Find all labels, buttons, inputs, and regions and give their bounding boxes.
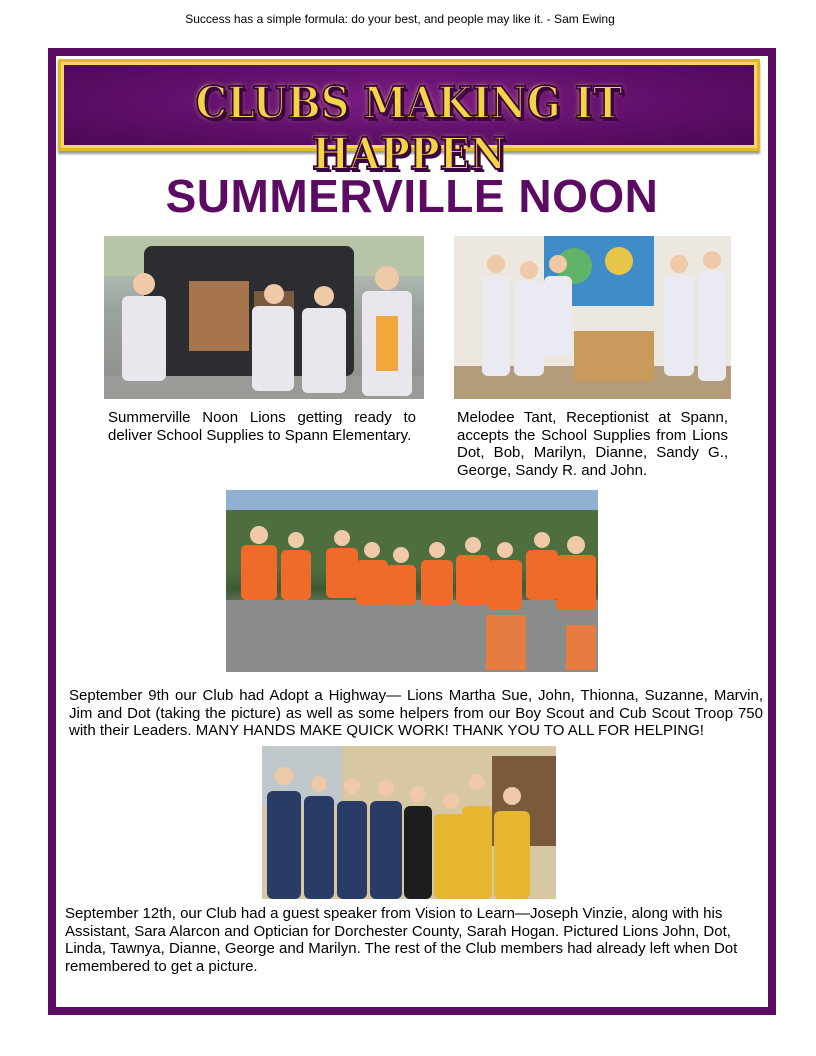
newsletter-frame [48,48,776,1015]
section-banner [58,59,760,180]
header-quote: Success has a simple formula: do your best, and people may like it. - Sam Ewing [185,12,615,26]
photo-school-scene [454,236,731,399]
photo-meeting-scene [262,746,556,899]
photo-van-scene [104,236,424,399]
photo-adopt-a-highway [226,490,598,672]
photo-caption-4: September 12th, our Club had a guest speaker from Vision to Learn—Joseph Vinzie, along with his Assistant, Sara Alarcon and Optician for Dorchester County, Sarah Hogan. Pictured Lions John, Dot, Linda, Tawnya, Dianne, George and Marilyn. The rest of the Club members had already left when Dot remembered to get a picture. [65,905,738,975]
photo-highway-scene [226,490,598,672]
club-title: SUMMERVILLE NOON [165,170,659,222]
photo-caption-1: Summerville Noon Lions getting ready to deliver School Supplies to Spann Elementary. [108,409,416,444]
photo-caption-3: September 9th our Club had Adopt a Highway— Lions Martha Sue, John, Thionna, Suzanne, Marvin, Jim and Dot (taking the picture) as well as some helpers from our Boy Scout and Cub Scout Troop 750 with their Leaders. MANY HANDS MAKE QUICK WORK! THANK YOU TO ALL FOR HELPING! [69,687,763,739]
photo-caption-2: Melodee Tant, Receptionist at Spann, accepts the School Supplies from Lions Dot, Bob, Marilyn, Dianne, Sandy G., George, Sandy R. and John. [457,409,728,479]
banner-title: CLUBS MAKING IT HAPPEN [195,78,623,180]
photo-guest-speaker [262,746,556,899]
photo-van-loading [104,236,424,399]
photo-school-delivery [454,236,731,399]
